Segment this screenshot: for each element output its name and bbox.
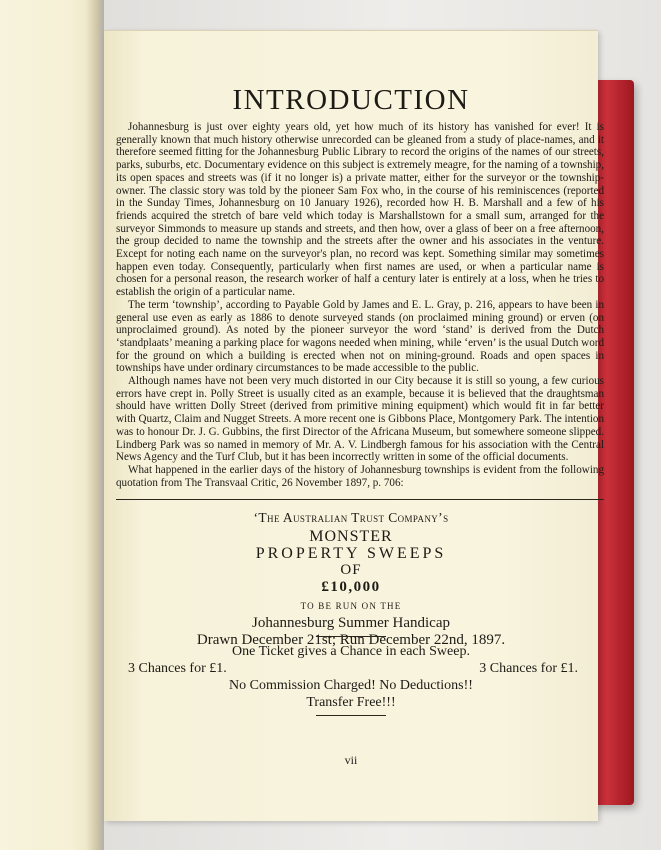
- advert-of: OF: [340, 562, 362, 578]
- advert-no-commission: No Commission Charged! No Deductions!!: [229, 678, 473, 693]
- advert-monster: MONSTER: [309, 528, 393, 545]
- advert-terms: [104, 643, 598, 711]
- advert-dates: Drawn December 21st; Run December 22nd, 1897.: [196, 632, 506, 648]
- divider-rule: [116, 499, 604, 500]
- book-page: [104, 30, 604, 821]
- page-gutter-shadow: [86, 0, 104, 850]
- page-title: INTRODUCTION: [232, 84, 470, 116]
- introduction-body: [116, 121, 604, 489]
- paragraph-4: What happened in the earlier days of the history of Johannesburg townships is evident from the following quotation from The Transvaal Critic, 26 November 1897, p. 706:: [116, 463, 604, 489]
- advert-property-sweeps: PROPERTY SWEEPS: [255, 545, 447, 562]
- advert-chances-row: [104, 660, 598, 677]
- paragraph-1: Johannesburg is just over eighty years old, yet how much of its history has vanished for ever! It is generally known that much history otherwise unrecorded can be gleaned from a study of place-names, and it therefore seemed fitting for the Johannesburg Public Library to record the origins of the names of our streets, parks, suburbs, etc. Documentary evidence on this subject is extremely meagre, for the naming of a township, its open spaces and streets was (if it no longer is) a private matter, either for the surveyor or the township-owner. The classic story was told by the pioneer Sam Fox who, in the course of his reminiscences (reported in the Sunday Times, Johannesburg on 10 January 1926), recorded how H. B. Marshall and a few of his friends acquired the stretch of bare veld which today is Marshallstown for a small sum, arranged for the surveyor Simmonds to measure up stands and streets, and then how, over a glass of beer on a free afternoon, the group decided to name the township and the streets after the owner and his associates in the venture. Except for noting each name on the surveyor's plan, no record was kept. Something similar may sometimes happen even today. Consequently, particularly when first names are used, or when a particular name is chosen for a personal reason, the research worker of half a century later is entirely at a loss, when he tries to establish the origin of a particular name.: [116, 121, 604, 299]
- page-number: vii: [344, 753, 358, 767]
- paragraph-3: Although names have not been very much distorted in our City because it is still so young, a few curious errors have crept in. Polly Street is usually cited as an example, because it is believed that the draughtsman should have written Dolly Street (derived from primitive mining equipment) which would fit in far better with Quartz, Claim and Nugget Streets. A more recent one is Gibbons Place, Montgomery Park. The intention was to honour Dr. J. G. Gubbins, the first Director of the Africana Museum, but somewhere someone slipped. Lindberg Park was so named in memory of Mr. A. V. Lindbergh famous for his association with the Central News Agency and the Turf Club, but it has been incorrectly written in some of the official documents.: [116, 375, 604, 464]
- left-page: [0, 0, 100, 850]
- paragraph-2: The term ‘township’, according to Payable Gold by James and E. L. Gray, p. 216, appears to have been in general use even as early as 1886 to denote surveyed stands (on proclaimed mining ground) or erven (on unproclaimed ground). As noted by the pioneer surveyor the word ‘stand’ is derived from the Dutch ‘standplaats’ meaning a parking place for wagons needed when mining, while ‘erven’ is the usual Dutch word for the ground on which a building is erected when not on mining-ground. Roads and open spaces in townships have under ordinary circumstances to be made accessible to the public.: [116, 298, 604, 375]
- chance-left: 3 Chances for £1.: [128, 661, 227, 676]
- advert-handicap: Johannesburg Summer Handicap: [251, 615, 451, 631]
- chance-right: 3 Chances for £1.: [479, 661, 578, 676]
- advert-run-on: TO BE RUN ON THE: [300, 601, 402, 611]
- advert-quotation: [104, 509, 598, 649]
- advert-ticket-line: One Ticket gives a Chance in each Sweep.: [232, 644, 470, 659]
- short-divider-rule-bottom: [316, 715, 386, 716]
- advert-amount: £10,000: [321, 579, 381, 595]
- short-divider-rule: [316, 636, 386, 637]
- advert-transfer-free: Transfer Free!!!: [306, 695, 396, 710]
- page-content: [104, 31, 604, 821]
- advert-company: ‘The Australian Trust Company’s: [253, 510, 449, 525]
